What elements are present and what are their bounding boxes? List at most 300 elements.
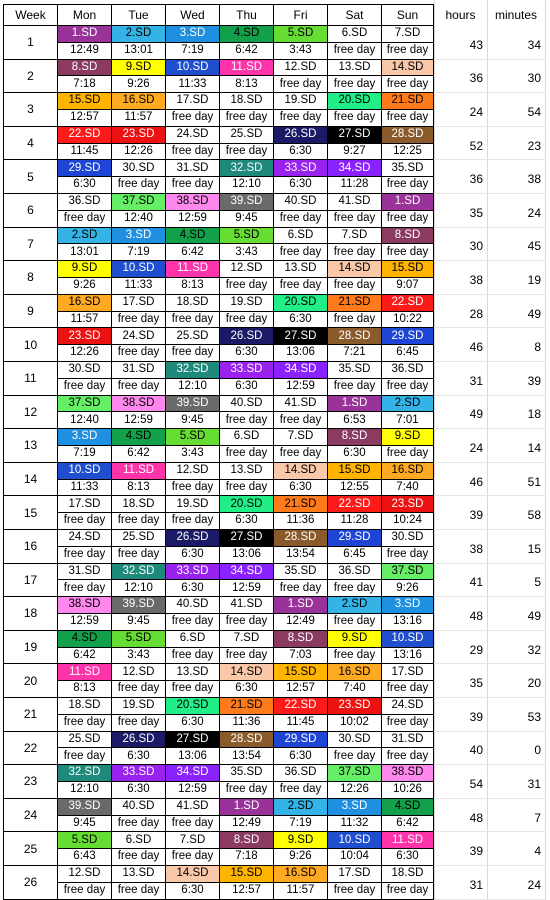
sd-cell[interactable]: 16.SD xyxy=(328,664,382,681)
time-cell[interactable]: 11:33 xyxy=(166,76,220,93)
time-cell[interactable]: 11:33 xyxy=(112,278,166,295)
time-cell[interactable]: free day xyxy=(112,345,166,362)
sd-cell[interactable]: 40.SD xyxy=(274,194,328,211)
time-cell[interactable]: 9:45 xyxy=(112,614,166,631)
time-cell[interactable]: 3:43 xyxy=(220,244,274,261)
time-cell[interactable]: 10:02 xyxy=(328,715,382,732)
sd-cell[interactable]: 40.SD xyxy=(220,396,274,413)
time-cell[interactable]: 7:40 xyxy=(328,681,382,698)
time-cell[interactable]: free day xyxy=(328,110,382,127)
sd-cell[interactable]: 2.SD xyxy=(58,228,112,245)
sd-cell[interactable]: 33.SD xyxy=(112,765,166,782)
time-cell[interactable]: 8:13 xyxy=(58,681,112,698)
sd-cell[interactable]: 8.SD xyxy=(274,631,328,648)
time-cell[interactable]: 11:28 xyxy=(328,177,382,194)
sd-cell[interactable]: 17.SD xyxy=(166,93,220,110)
time-cell[interactable]: free day xyxy=(112,513,166,530)
sd-cell[interactable]: 27.SD xyxy=(220,530,274,547)
time-cell[interactable]: free day xyxy=(274,211,328,228)
sd-cell[interactable]: 26.SD xyxy=(112,732,166,749)
sd-cell[interactable]: 38.SD xyxy=(58,597,112,614)
time-cell[interactable]: 13:06 xyxy=(166,748,220,765)
sd-cell[interactable]: 15.SD xyxy=(220,866,274,883)
sd-cell[interactable]: 17.SD xyxy=(382,664,434,681)
time-cell[interactable]: 7:19 xyxy=(274,816,328,833)
time-cell[interactable]: free day xyxy=(166,816,220,833)
time-cell[interactable]: free day xyxy=(328,648,382,665)
time-cell[interactable]: 12:49 xyxy=(58,43,112,60)
time-cell[interactable]: 7:19 xyxy=(166,43,220,60)
sd-cell[interactable]: 8.SD xyxy=(382,228,434,245)
time-cell[interactable]: free day xyxy=(166,312,220,329)
sd-cell[interactable]: 27.SD xyxy=(166,732,220,749)
sd-cell[interactable]: 36.SD xyxy=(382,362,434,379)
sd-cell[interactable]: 27.SD xyxy=(274,328,328,345)
time-cell[interactable]: 6:30 xyxy=(220,513,274,530)
time-cell[interactable]: 6:42 xyxy=(220,43,274,60)
time-cell[interactable]: 11:45 xyxy=(58,144,112,161)
sd-cell[interactable]: 25.SD xyxy=(58,732,112,749)
sd-cell[interactable]: 36.SD xyxy=(274,765,328,782)
sd-cell[interactable]: 35.SD xyxy=(328,362,382,379)
time-cell[interactable]: 6:30 xyxy=(274,748,328,765)
sd-cell[interactable]: 10.SD xyxy=(382,631,434,648)
time-cell[interactable]: 6:30 xyxy=(220,681,274,698)
sd-cell[interactable]: 14.SD xyxy=(220,664,274,681)
time-cell[interactable]: free day xyxy=(58,580,112,597)
sd-cell[interactable]: 41.SD xyxy=(274,396,328,413)
time-cell[interactable]: 6:30 xyxy=(112,782,166,799)
sd-cell[interactable]: 5.SD xyxy=(166,429,220,446)
sd-cell[interactable]: 3.SD xyxy=(112,228,166,245)
sd-cell[interactable]: 32.SD xyxy=(58,765,112,782)
time-cell[interactable]: free day xyxy=(328,312,382,329)
time-cell[interactable]: free day xyxy=(112,849,166,866)
time-cell[interactable]: free day xyxy=(112,379,166,396)
sd-cell[interactable]: 14.SD xyxy=(382,60,434,77)
time-cell[interactable]: free day xyxy=(382,748,434,765)
sd-cell[interactable]: 34.SD xyxy=(328,160,382,177)
sd-cell[interactable]: 35.SD xyxy=(220,765,274,782)
time-cell[interactable]: free day xyxy=(58,715,112,732)
sd-cell[interactable]: 2.SD xyxy=(382,396,434,413)
time-cell[interactable]: 12:26 xyxy=(328,782,382,799)
time-cell[interactable]: 6:30 xyxy=(274,144,328,161)
sd-cell[interactable]: 3.SD xyxy=(166,26,220,43)
sd-cell[interactable]: 26.SD xyxy=(166,530,220,547)
sd-cell[interactable]: 35.SD xyxy=(274,564,328,581)
sd-cell[interactable]: 11.SD xyxy=(58,664,112,681)
sd-cell[interactable]: 31.SD xyxy=(382,732,434,749)
sd-cell[interactable]: 31.SD xyxy=(166,160,220,177)
sd-cell[interactable]: 41.SD xyxy=(220,597,274,614)
time-cell[interactable]: 10:22 xyxy=(382,312,434,329)
sd-cell[interactable]: 12.SD xyxy=(58,866,112,883)
sd-cell[interactable]: 10.SD xyxy=(166,60,220,77)
time-cell[interactable]: 12:57 xyxy=(274,681,328,698)
sd-cell[interactable]: 1.SD xyxy=(382,194,434,211)
time-cell[interactable]: free day xyxy=(328,43,382,60)
time-cell[interactable]: 12:55 xyxy=(328,480,382,497)
sd-cell[interactable]: 30.SD xyxy=(112,160,166,177)
time-cell[interactable]: 6:30 xyxy=(112,748,166,765)
sd-cell[interactable]: 9.SD xyxy=(58,261,112,278)
time-cell[interactable]: 9:26 xyxy=(382,580,434,597)
time-cell[interactable]: 12:40 xyxy=(58,412,112,429)
time-cell[interactable]: 8:13 xyxy=(220,76,274,93)
time-cell[interactable]: free day xyxy=(274,244,328,261)
sd-cell[interactable]: 13.SD xyxy=(112,866,166,883)
time-cell[interactable]: 6:30 xyxy=(220,379,274,396)
sd-cell[interactable]: 23.SD xyxy=(112,127,166,144)
time-cell[interactable]: 13:06 xyxy=(220,547,274,564)
time-cell[interactable]: free day xyxy=(112,816,166,833)
sd-cell[interactable]: 20.SD xyxy=(220,496,274,513)
time-cell[interactable]: free day xyxy=(328,748,382,765)
time-cell[interactable]: 7:19 xyxy=(58,446,112,463)
sd-cell[interactable]: 6.SD xyxy=(166,631,220,648)
sd-cell[interactable]: 37.SD xyxy=(382,564,434,581)
sd-cell[interactable]: 24.SD xyxy=(58,530,112,547)
sd-cell[interactable]: 38.SD xyxy=(166,194,220,211)
sd-cell[interactable]: 32.SD xyxy=(112,564,166,581)
sd-cell[interactable]: 32.SD xyxy=(220,160,274,177)
time-cell[interactable]: 13:06 xyxy=(274,345,328,362)
time-cell[interactable]: 11:57 xyxy=(58,312,112,329)
time-cell[interactable]: 13:01 xyxy=(112,43,166,60)
sd-cell[interactable]: 40.SD xyxy=(112,799,166,816)
time-cell[interactable]: 6:30 xyxy=(274,480,328,497)
time-cell[interactable]: free day xyxy=(166,648,220,665)
time-cell[interactable]: 11:36 xyxy=(274,513,328,530)
time-cell[interactable]: 6:45 xyxy=(382,345,434,362)
sd-cell[interactable]: 25.SD xyxy=(166,328,220,345)
sd-cell[interactable]: 31.SD xyxy=(58,564,112,581)
time-cell[interactable]: 11:45 xyxy=(274,715,328,732)
sd-cell[interactable]: 5.SD xyxy=(220,228,274,245)
sd-cell[interactable]: 23.SD xyxy=(58,328,112,345)
time-cell[interactable]: 7:18 xyxy=(220,849,274,866)
time-cell[interactable]: free day xyxy=(166,345,220,362)
time-cell[interactable]: 6:30 xyxy=(328,446,382,463)
sd-cell[interactable]: 20.SD xyxy=(166,698,220,715)
time-cell[interactable]: free day xyxy=(274,76,328,93)
sd-cell[interactable]: 20.SD xyxy=(274,295,328,312)
time-cell[interactable]: 9:26 xyxy=(58,278,112,295)
sd-cell[interactable]: 19.SD xyxy=(166,496,220,513)
sd-cell[interactable]: 39.SD xyxy=(112,597,166,614)
sd-cell[interactable]: 39.SD xyxy=(220,194,274,211)
time-cell[interactable]: 6:30 xyxy=(382,849,434,866)
time-cell[interactable]: 12:10 xyxy=(112,580,166,597)
time-cell[interactable]: 13:54 xyxy=(220,748,274,765)
time-cell[interactable]: free day xyxy=(274,446,328,463)
time-cell[interactable]: 6:42 xyxy=(166,244,220,261)
sd-cell[interactable]: 33.SD xyxy=(220,362,274,379)
sd-cell[interactable]: 25.SD xyxy=(112,530,166,547)
time-cell[interactable]: 6:30 xyxy=(58,177,112,194)
time-cell[interactable]: 7:21 xyxy=(328,345,382,362)
sd-cell[interactable]: 9.SD xyxy=(382,429,434,446)
sd-cell[interactable]: 10.SD xyxy=(112,261,166,278)
time-cell[interactable]: 6:43 xyxy=(58,849,112,866)
sd-cell[interactable]: 15.SD xyxy=(328,463,382,480)
time-cell[interactable]: 6:30 xyxy=(220,345,274,362)
time-cell[interactable]: 10:26 xyxy=(382,782,434,799)
sd-cell[interactable]: 16.SD xyxy=(112,93,166,110)
time-cell[interactable]: free day xyxy=(112,177,166,194)
time-cell[interactable]: 3:43 xyxy=(112,648,166,665)
time-cell[interactable]: free day xyxy=(112,312,166,329)
time-cell[interactable]: 9:07 xyxy=(382,278,434,295)
time-cell[interactable]: 12:57 xyxy=(220,883,274,900)
time-cell[interactable]: 6:30 xyxy=(274,312,328,329)
sd-cell[interactable]: 38.SD xyxy=(112,396,166,413)
sd-cell[interactable]: 21.SD xyxy=(382,93,434,110)
time-cell[interactable]: 12:49 xyxy=(274,614,328,631)
time-cell[interactable]: free day xyxy=(166,513,220,530)
time-cell[interactable]: 9:45 xyxy=(166,412,220,429)
sd-cell[interactable]: 5.SD xyxy=(112,631,166,648)
time-cell[interactable]: 9:45 xyxy=(220,211,274,228)
time-cell[interactable]: 8:13 xyxy=(166,278,220,295)
time-cell[interactable]: free day xyxy=(166,681,220,698)
time-cell[interactable]: free day xyxy=(58,211,112,228)
sd-cell[interactable]: 7.SD xyxy=(166,832,220,849)
sd-cell[interactable]: 41.SD xyxy=(328,194,382,211)
time-cell[interactable]: free day xyxy=(382,547,434,564)
sd-cell[interactable]: 11.SD xyxy=(382,832,434,849)
time-cell[interactable]: 12:59 xyxy=(166,211,220,228)
sd-cell[interactable]: 30.SD xyxy=(58,362,112,379)
sd-cell[interactable]: 36.SD xyxy=(328,564,382,581)
sd-cell[interactable]: 18.SD xyxy=(220,93,274,110)
time-cell[interactable]: free day xyxy=(166,480,220,497)
sd-cell[interactable]: 22.SD xyxy=(328,496,382,513)
time-cell[interactable]: 11:57 xyxy=(274,883,328,900)
sd-cell[interactable]: 19.SD xyxy=(220,295,274,312)
sd-cell[interactable]: 13.SD xyxy=(166,664,220,681)
sd-cell[interactable]: 28.SD xyxy=(274,530,328,547)
sd-cell[interactable]: 11.SD xyxy=(220,60,274,77)
time-cell[interactable]: free day xyxy=(382,715,434,732)
time-cell[interactable]: free day xyxy=(220,110,274,127)
sd-cell[interactable]: 17.SD xyxy=(58,496,112,513)
time-cell[interactable]: free day xyxy=(166,144,220,161)
sd-cell[interactable]: 13.SD xyxy=(328,60,382,77)
time-cell[interactable]: 12:59 xyxy=(166,782,220,799)
sd-cell[interactable]: 24.SD xyxy=(166,127,220,144)
sd-cell[interactable]: 29.SD xyxy=(382,328,434,345)
sd-cell[interactable]: 34.SD xyxy=(220,564,274,581)
sd-cell[interactable]: 25.SD xyxy=(220,127,274,144)
time-cell[interactable]: 11:28 xyxy=(328,513,382,530)
sd-cell[interactable]: 13.SD xyxy=(274,261,328,278)
time-cell[interactable]: 11:32 xyxy=(328,816,382,833)
sd-cell[interactable]: 40.SD xyxy=(166,597,220,614)
time-cell[interactable]: free day xyxy=(58,513,112,530)
sd-cell[interactable]: 2.SD xyxy=(274,799,328,816)
sd-cell[interactable]: 32.SD xyxy=(166,362,220,379)
time-cell[interactable]: free day xyxy=(220,648,274,665)
sd-cell[interactable]: 27.SD xyxy=(328,127,382,144)
time-cell[interactable]: 6:30 xyxy=(274,177,328,194)
sd-cell[interactable]: 5.SD xyxy=(58,832,112,849)
sd-cell[interactable]: 3.SD xyxy=(58,429,112,446)
time-cell[interactable]: free day xyxy=(166,110,220,127)
sd-cell[interactable]: 4.SD xyxy=(382,799,434,816)
sd-cell[interactable]: 34.SD xyxy=(274,362,328,379)
time-cell[interactable]: free day xyxy=(112,547,166,564)
sd-cell[interactable]: 6.SD xyxy=(220,429,274,446)
time-cell[interactable]: 13:01 xyxy=(58,244,112,261)
sd-cell[interactable]: 26.SD xyxy=(274,127,328,144)
sd-cell[interactable]: 17.SD xyxy=(112,295,166,312)
time-cell[interactable]: 12:57 xyxy=(58,110,112,127)
sd-cell[interactable]: 4.SD xyxy=(112,429,166,446)
sd-cell[interactable]: 8.SD xyxy=(220,832,274,849)
sd-cell[interactable]: 18.SD xyxy=(58,698,112,715)
sd-cell[interactable]: 11.SD xyxy=(112,463,166,480)
time-cell[interactable]: 12:49 xyxy=(220,816,274,833)
time-cell[interactable]: free day xyxy=(328,614,382,631)
time-cell[interactable]: 6:30 xyxy=(166,547,220,564)
time-cell[interactable]: free day xyxy=(382,177,434,194)
sd-cell[interactable]: 9.SD xyxy=(328,631,382,648)
time-cell[interactable]: free day xyxy=(220,144,274,161)
sd-cell[interactable]: 4.SD xyxy=(58,631,112,648)
sd-cell[interactable]: 33.SD xyxy=(274,160,328,177)
sd-cell[interactable]: 5.SD xyxy=(274,26,328,43)
time-cell[interactable]: free day xyxy=(382,883,434,900)
time-cell[interactable]: free day xyxy=(58,748,112,765)
sd-cell[interactable]: 1.SD xyxy=(220,799,274,816)
sd-cell[interactable]: 14.SD xyxy=(274,463,328,480)
time-cell[interactable]: free day xyxy=(220,480,274,497)
sd-cell[interactable]: 21.SD xyxy=(274,496,328,513)
sd-cell[interactable]: 39.SD xyxy=(166,396,220,413)
time-cell[interactable]: free day xyxy=(112,681,166,698)
time-cell[interactable]: free day xyxy=(166,614,220,631)
sd-cell[interactable]: 30.SD xyxy=(328,732,382,749)
time-cell[interactable]: free day xyxy=(382,76,434,93)
time-cell[interactable]: free day xyxy=(220,278,274,295)
sd-cell[interactable]: 8.SD xyxy=(58,60,112,77)
time-cell[interactable]: 11:33 xyxy=(58,480,112,497)
sd-cell[interactable]: 37.SD xyxy=(112,194,166,211)
sd-cell[interactable]: 4.SD xyxy=(166,228,220,245)
sd-cell[interactable]: 13.SD xyxy=(220,463,274,480)
time-cell[interactable]: free day xyxy=(274,278,328,295)
time-cell[interactable]: free day xyxy=(328,379,382,396)
sd-cell[interactable]: 36.SD xyxy=(58,194,112,211)
sd-cell[interactable]: 3.SD xyxy=(382,597,434,614)
time-cell[interactable]: free day xyxy=(274,782,328,799)
sd-cell[interactable]: 39.SD xyxy=(58,799,112,816)
sd-cell[interactable]: 41.SD xyxy=(166,799,220,816)
time-cell[interactable]: 11:36 xyxy=(220,715,274,732)
time-cell[interactable]: free day xyxy=(382,211,434,228)
time-cell[interactable]: 6:30 xyxy=(166,715,220,732)
time-cell[interactable]: 6:45 xyxy=(328,547,382,564)
time-cell[interactable]: free day xyxy=(328,278,382,295)
sd-cell[interactable]: 37.SD xyxy=(58,396,112,413)
time-cell[interactable]: 13:54 xyxy=(274,547,328,564)
time-cell[interactable]: free day xyxy=(220,782,274,799)
sd-cell[interactable]: 3.SD xyxy=(328,799,382,816)
sd-cell[interactable]: 19.SD xyxy=(112,698,166,715)
sd-cell[interactable]: 9.SD xyxy=(112,60,166,77)
sd-cell[interactable]: 28.SD xyxy=(382,127,434,144)
time-cell[interactable]: 10:04 xyxy=(328,849,382,866)
sd-cell[interactable]: 6.SD xyxy=(112,832,166,849)
time-cell[interactable]: free day xyxy=(328,211,382,228)
sd-cell[interactable]: 7.SD xyxy=(274,429,328,446)
time-cell[interactable]: 13:16 xyxy=(382,614,434,631)
sd-cell[interactable]: 7.SD xyxy=(382,26,434,43)
time-cell[interactable]: 7:18 xyxy=(58,76,112,93)
sd-cell[interactable]: 9.SD xyxy=(274,832,328,849)
sd-cell[interactable]: 15.SD xyxy=(382,261,434,278)
sd-cell[interactable]: 33.SD xyxy=(166,564,220,581)
time-cell[interactable]: 11:57 xyxy=(112,110,166,127)
time-cell[interactable]: free day xyxy=(166,177,220,194)
sd-cell[interactable]: 8.SD xyxy=(328,429,382,446)
time-cell[interactable]: 12:10 xyxy=(58,782,112,799)
sd-cell[interactable]: 4.SD xyxy=(220,26,274,43)
sd-cell[interactable]: 2.SD xyxy=(328,597,382,614)
sd-cell[interactable]: 11.SD xyxy=(166,261,220,278)
sd-cell[interactable]: 16.SD xyxy=(382,463,434,480)
time-cell[interactable]: 12:26 xyxy=(112,144,166,161)
sd-cell[interactable]: 28.SD xyxy=(220,732,274,749)
sd-cell[interactable]: 34.SD xyxy=(166,765,220,782)
sd-cell[interactable]: 12.SD xyxy=(112,664,166,681)
time-cell[interactable]: 12:10 xyxy=(166,379,220,396)
sd-cell[interactable]: 21.SD xyxy=(220,698,274,715)
time-cell[interactable]: 9:26 xyxy=(112,76,166,93)
sd-cell[interactable]: 18.SD xyxy=(382,866,434,883)
time-cell[interactable]: free day xyxy=(274,110,328,127)
sd-cell[interactable]: 29.SD xyxy=(274,732,328,749)
sd-cell[interactable]: 14.SD xyxy=(328,261,382,278)
time-cell[interactable]: free day xyxy=(58,547,112,564)
sd-cell[interactable]: 30.SD xyxy=(382,530,434,547)
time-cell[interactable]: free day xyxy=(274,412,328,429)
sd-cell[interactable]: 1.SD xyxy=(274,597,328,614)
time-cell[interactable]: free day xyxy=(220,412,274,429)
time-cell[interactable]: free day xyxy=(58,379,112,396)
time-cell[interactable]: 3:43 xyxy=(166,446,220,463)
sd-cell[interactable]: 37.SD xyxy=(328,765,382,782)
time-cell[interactable]: 12:40 xyxy=(112,211,166,228)
time-cell[interactable]: free day xyxy=(274,580,328,597)
time-cell[interactable]: free day xyxy=(220,312,274,329)
sd-cell[interactable]: 1.SD xyxy=(328,396,382,413)
time-cell[interactable]: 12:10 xyxy=(220,177,274,194)
sd-cell[interactable]: 6.SD xyxy=(274,228,328,245)
sd-cell[interactable]: 38.SD xyxy=(382,765,434,782)
time-cell[interactable]: 12:59 xyxy=(58,614,112,631)
sd-cell[interactable]: 6.SD xyxy=(328,26,382,43)
time-cell[interactable]: free day xyxy=(220,614,274,631)
sd-cell[interactable]: 10.SD xyxy=(58,463,112,480)
time-cell[interactable]: 7:40 xyxy=(382,480,434,497)
sd-cell[interactable]: 1.SD xyxy=(58,26,112,43)
time-cell[interactable]: 12:59 xyxy=(112,412,166,429)
sd-cell[interactable]: 22.SD xyxy=(382,295,434,312)
sd-cell[interactable]: 16.SD xyxy=(58,295,112,312)
